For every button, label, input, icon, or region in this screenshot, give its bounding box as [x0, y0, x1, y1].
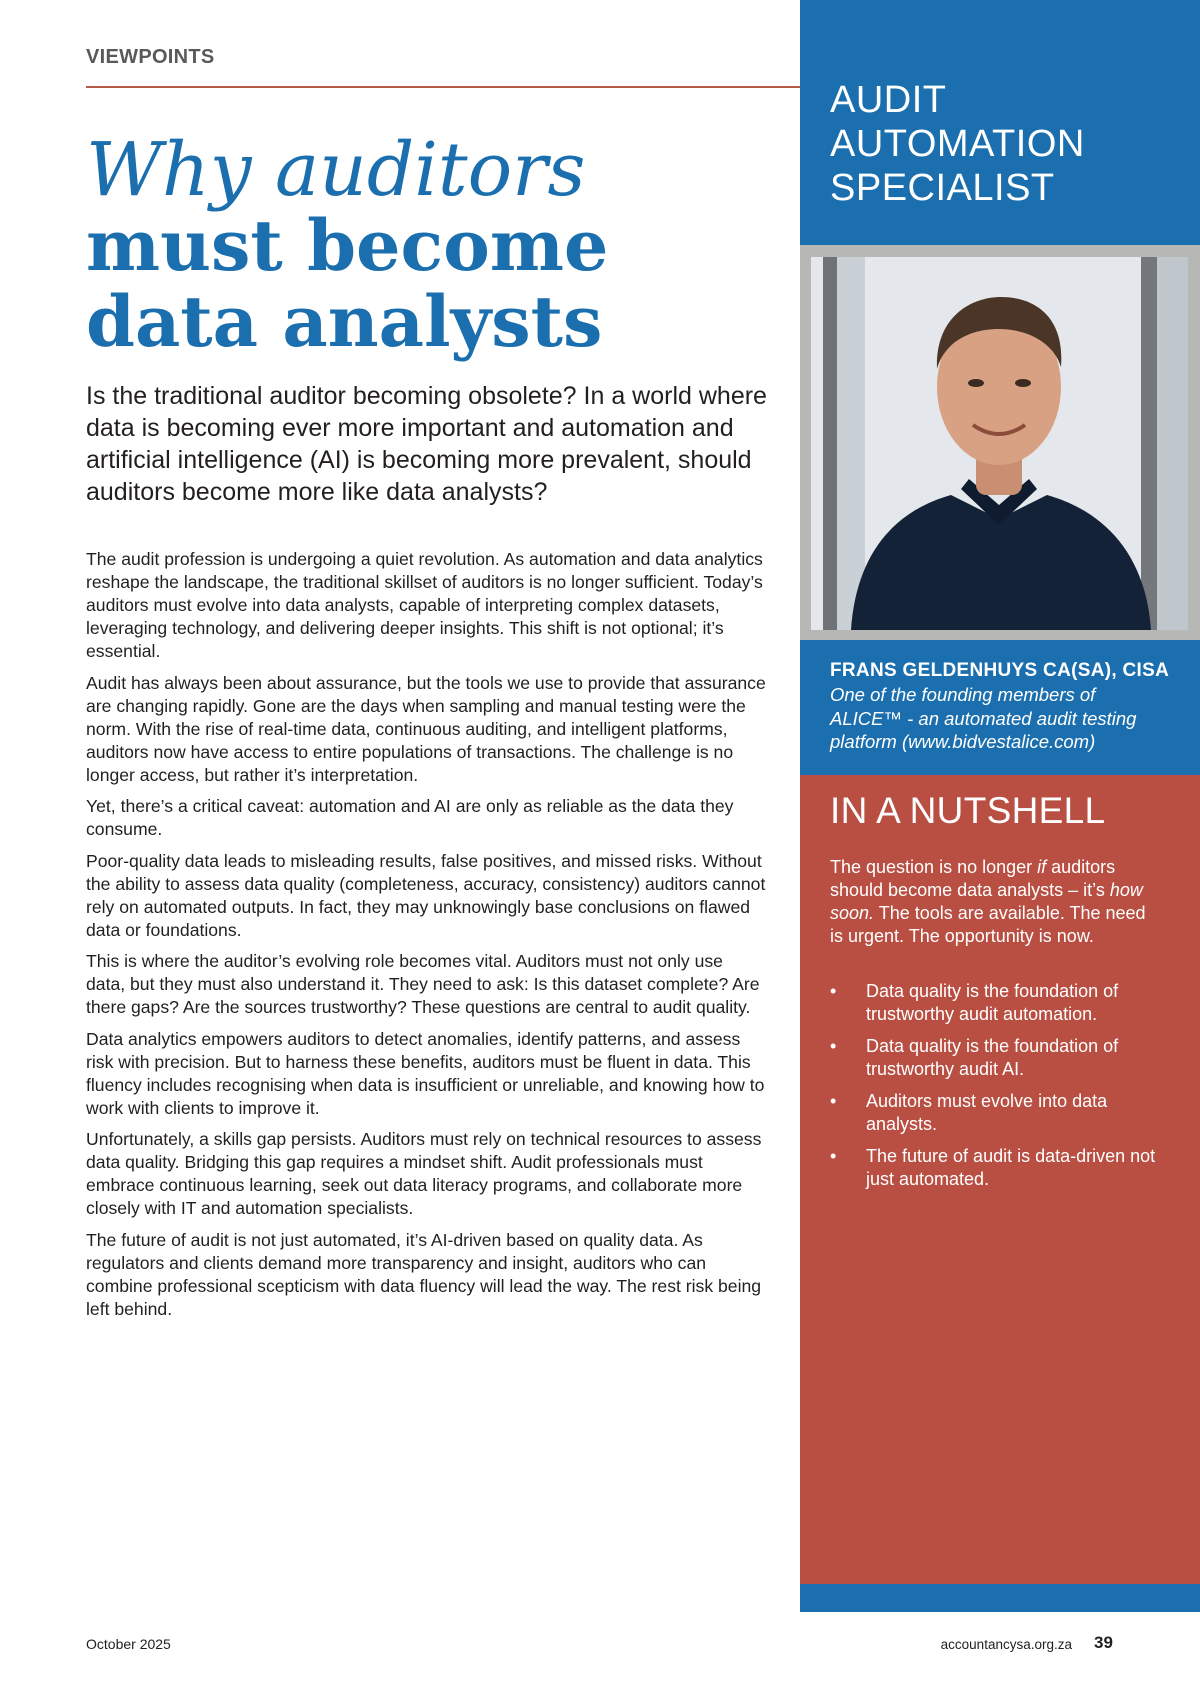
footer-website: accountancysa.org.za	[940, 1637, 1072, 1652]
bullet-dot-icon: •	[830, 1091, 837, 1111]
article-headline	[86, 127, 786, 363]
body-paragraph: This is where the auditor’s evolving role becomes vital. Auditors must not only use data, but they must also understand it. They need to ask: Is this dataset complete? Are there gaps? Are the sources trustworthy? These questions are central to audit quality.	[86, 951, 760, 1017]
nutshell-bullet	[830, 1145, 1170, 1191]
bullet-text: The future of audit is data-driven not just automated.	[866, 1146, 1156, 1189]
author-bio-panel	[800, 640, 1200, 775]
headline-line-2: must become	[86, 204, 609, 287]
body-paragraph: Data analytics empowers auditors to detect anomalies, identify patterns, and assess risk with precision. But to harness these benefits, auditors must be fluent in data. This fluency includes recognising when data is insufficient or unreliable, and knowing how to work with clients to improve it.	[86, 1028, 765, 1118]
author-role: One of the founding members of ALICE™ - an automated audit testing platform (www.bidvestalice.com)	[830, 684, 1137, 752]
nutshell-intro-text: The tools are available. The need is urgent. The opportunity is now.	[830, 903, 1146, 946]
window-frame-right	[1141, 257, 1157, 630]
body-paragraph: Poor-quality data leads to misleading results, false positives, and missed risks. Without the ability to assess data quality (completeness, accuracy, consistency) auditors cannot rely on automated outputs. In fact, they may unknowingly base conclusions on flawed data or foundations.	[86, 850, 766, 940]
nutshell-bullet	[830, 980, 1170, 1026]
sidebar-bottom-bar	[800, 1584, 1200, 1612]
nutshell-bullet	[830, 1090, 1170, 1136]
bullet-dot-icon: •	[830, 1036, 837, 1056]
headline-line-3: data analysts	[86, 280, 603, 363]
sidebar-title-line: SPECIALIST	[830, 167, 1055, 209]
bullet-text: Auditors must evolve into data analysts.	[866, 1091, 1108, 1134]
sidebar	[800, 0, 1200, 1612]
section-label: VIEWPOINTS	[86, 46, 215, 68]
nutshell-list	[830, 980, 1170, 1200]
bullet-text: Data quality is the foundation of trustworthy audit AI.	[866, 1036, 1119, 1079]
sidebar-title-panel	[800, 0, 1200, 245]
left-eye	[968, 379, 984, 387]
body-paragraph: Yet, there’s a critical caveat: automation and AI are only as reliable as the data they consume.	[86, 796, 734, 839]
nutshell-bullet	[830, 1035, 1170, 1081]
author-name: FRANS GELDENHUYS CA(SA), CISA	[830, 660, 1170, 681]
standfirst: Is the traditional auditor becoming obsolete? In a world where data is becoming ever more important and automation and artificial intelligence (AI) is becoming more prevalent, should auditors become more like data analysts?	[86, 382, 767, 506]
window-pane-left	[837, 257, 865, 630]
sidebar-title-line: AUDIT	[830, 79, 947, 121]
footer-date: October 2025	[86, 1636, 171, 1652]
nutshell-heading: IN A NUTSHELL	[830, 790, 1106, 831]
body-paragraph: The future of audit is not just automated, it’s AI-driven based on quality data. As regulators and clients demand more transparency and insight, auditors who can combine professional scepticism with data fluency will lead the way. The rest risk being left behind.	[86, 1229, 762, 1319]
headline-line-1: Why auditors	[86, 127, 586, 213]
nutshell-intro-text: auditors should become data analysts – it’s	[830, 857, 1116, 900]
sidebar-title-line: AUTOMATION	[830, 123, 1085, 165]
bullet-text: Data quality is the foundation of trustworthy audit automation.	[866, 981, 1119, 1024]
author-photo-frame	[800, 245, 1200, 640]
nutshell-intro-emphasis: if	[1037, 857, 1047, 877]
body-paragraph: The audit profession is undergoing a quiet revolution. As automation and data analytics reshape the landscape, the traditional skillset of auditors is no longer sufficient. Today’s auditors must evolve into data analysts, capable of interpreting complex datasets, leveraging technology, and delivering deeper insights. This shift is not optional; it’s essential.	[86, 549, 763, 661]
nutshell-intro-emphasis: how soon.	[830, 880, 1143, 923]
section-divider	[86, 86, 800, 88]
author-portrait-image	[811, 257, 1188, 630]
sidebar-title	[830, 78, 1190, 210]
author-photo	[811, 257, 1188, 630]
nutshell-intro-text: The question is no longer	[830, 857, 1038, 877]
bullet-dot-icon: •	[830, 981, 837, 1001]
body-paragraph: Audit has always been about assurance, but the tools we use to provide that assurance are changing rapidly. Gone are the days when sampling and manual testing were the norm. With the rise of real-time data, continuous auditing, and intelligent platforms, auditors now have access to entire populations of transactions. The challenge is no longer access, but rather it’s interpretation.	[86, 672, 766, 785]
page-number: 39	[1094, 1633, 1113, 1652]
window-frame-left	[823, 257, 837, 630]
bullet-dot-icon: •	[830, 1146, 837, 1166]
article-body	[86, 548, 766, 1329]
nutshell-intro	[830, 856, 1160, 948]
window-pane-right	[1157, 257, 1188, 630]
right-eye	[1015, 379, 1031, 387]
body-paragraph: Unfortunately, a skills gap persists. Auditors must rely on technical resources to assess data quality. Bridging this gap requires a mindset shift. Audit professionals must embrace continuous learning, seek out data literacy programs, and collaborate more closely with IT and automation specialists.	[86, 1129, 762, 1218]
